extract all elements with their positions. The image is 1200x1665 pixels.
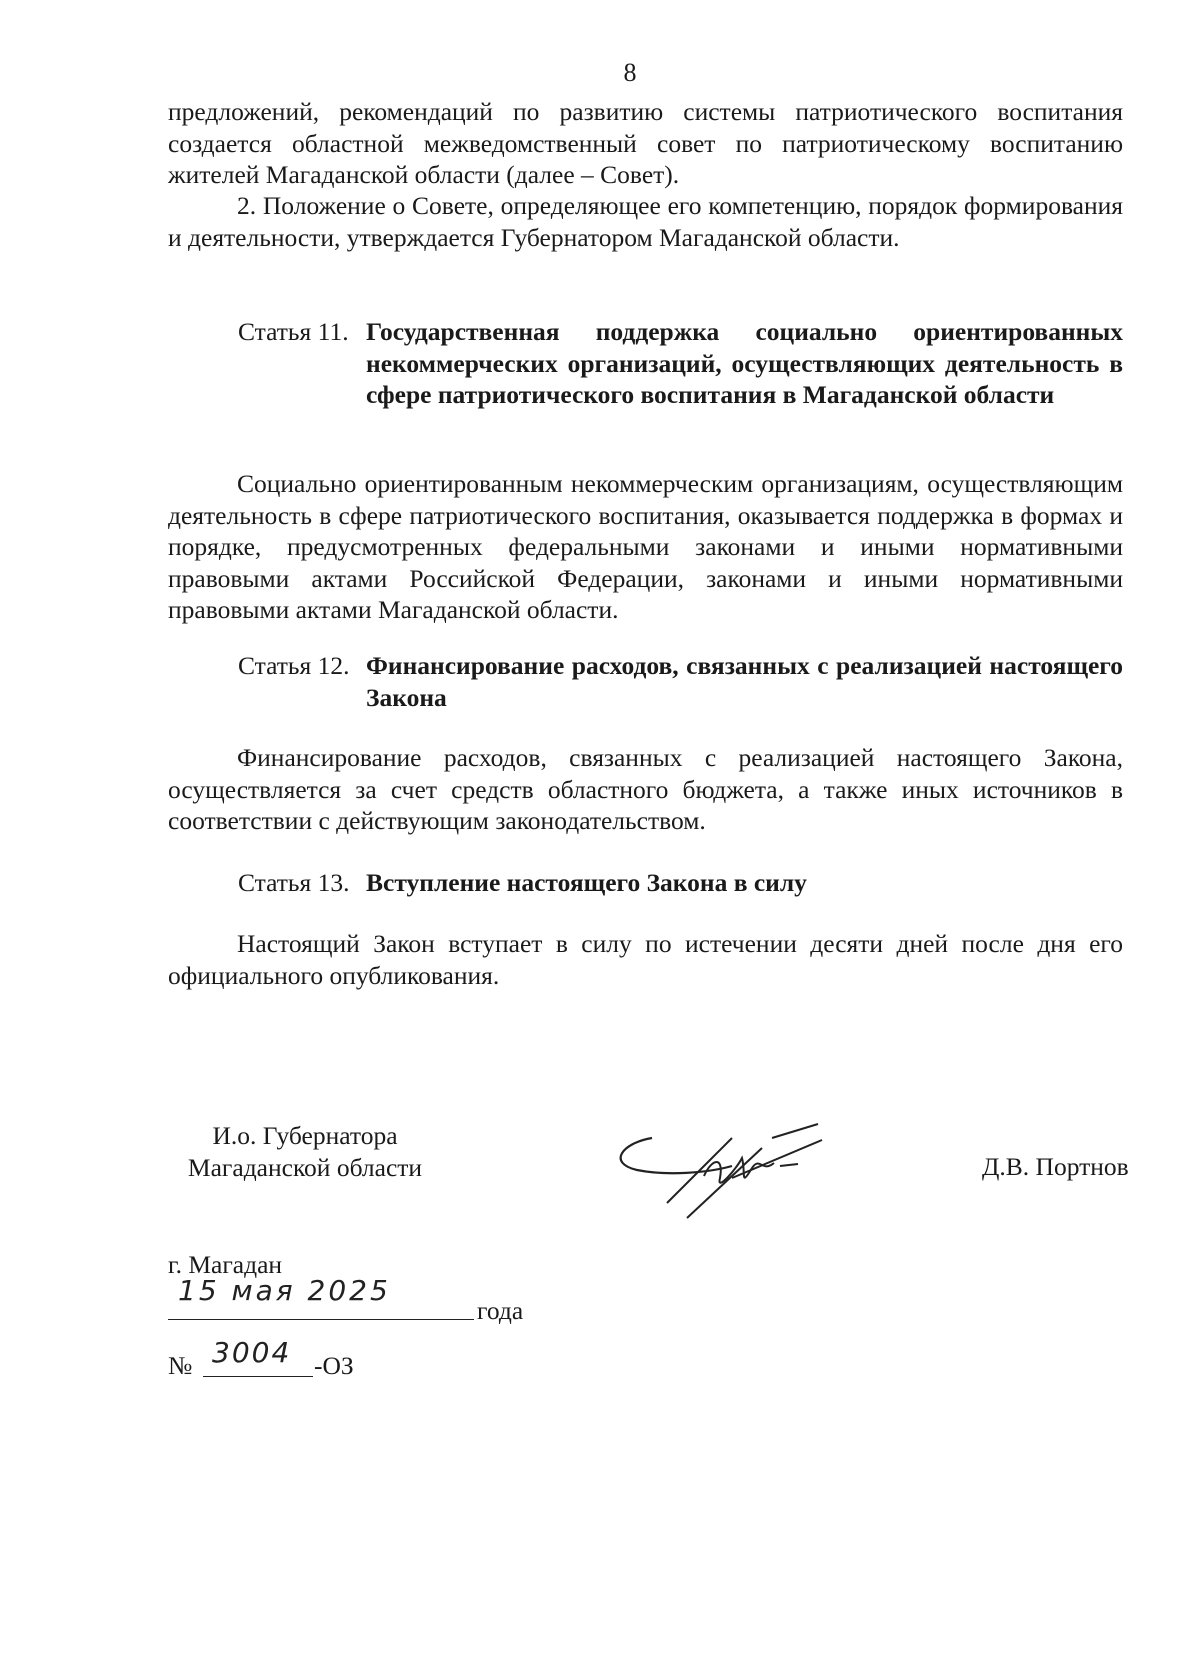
article-13-heading — [238, 867, 1123, 899]
place-of-signing: г. Магадан — [168, 1250, 283, 1279]
number-suffix: -ОЗ — [314, 1351, 354, 1380]
law-number-handwritten: 3004 — [212, 1336, 292, 1369]
article-13-text: Настоящий Закон вступает в силу по истечении десяти дней после дня его официального опубликования. — [168, 929, 1123, 990]
item-2-text: 2. Положение о Совете, определяющее его компетенцию, порядок формирования и деятельности, утверждается Губернатором Магаданской области. — [168, 191, 1123, 252]
number-prefix: № — [168, 1351, 193, 1380]
handwritten-signature — [612, 1118, 832, 1228]
article-12-text: Финансирование расходов, связанных с реализацией настоящего Закона, осуществляется за счет средств областного бюджета, а также иных источников в соответствии с действующим законодательством. — [168, 743, 1123, 835]
signatory-position — [175, 1120, 435, 1183]
article-12-title: Финансирование расходов, связанных с реализацией настоящего Закона — [366, 651, 1123, 712]
paragraph-continuation: предложений, рекомендаций по развитию системы патриотического воспитания создается областной межведомственный совет по патриотическому воспитанию жителей Магаданской области (далее – Совет). — [168, 97, 1123, 189]
signatory-position-line2: Магаданской области — [187, 1152, 423, 1182]
article-13-title: Вступление настоящего Закона в силу — [366, 868, 807, 897]
signatory-position-line1: И.о. Губернатора — [212, 1121, 398, 1150]
date-suffix: года — [477, 1296, 524, 1325]
article-11-label: Статья 11. — [238, 317, 349, 346]
date-handwritten: 15 мая 2025 — [178, 1274, 391, 1307]
article-11-text: Социально ориентированным некоммерческим организациям, осуществляющим деятельность в сфере патриотического воспитания, оказывается поддержка в формах и порядке, предусмотренных федеральными законами и иными нормативными правовыми актами Российской Федерации, законами и иными нормативными правовыми актами Магаданской области. — [168, 469, 1123, 624]
article-11-heading — [238, 316, 1123, 411]
article-12-label: Статья 12. — [238, 651, 350, 680]
signatory-name: Д.В. Портнов — [982, 1152, 1129, 1181]
page-number: 8 — [623, 58, 637, 87]
article-12-body — [168, 742, 1123, 837]
intro-item-2 — [168, 190, 1123, 253]
article-11-body — [168, 468, 1123, 626]
article-13-label: Статья 13. — [238, 868, 350, 897]
article-12-heading — [238, 650, 1123, 713]
article-13-body — [168, 928, 1123, 991]
article-11-title: Государственная поддержка социально ориентированных некоммерческих организаций, осуществляющих деятельность в сфере патриотического воспитания в Магаданской области — [366, 317, 1123, 409]
intro-paragraph — [168, 96, 1123, 191]
